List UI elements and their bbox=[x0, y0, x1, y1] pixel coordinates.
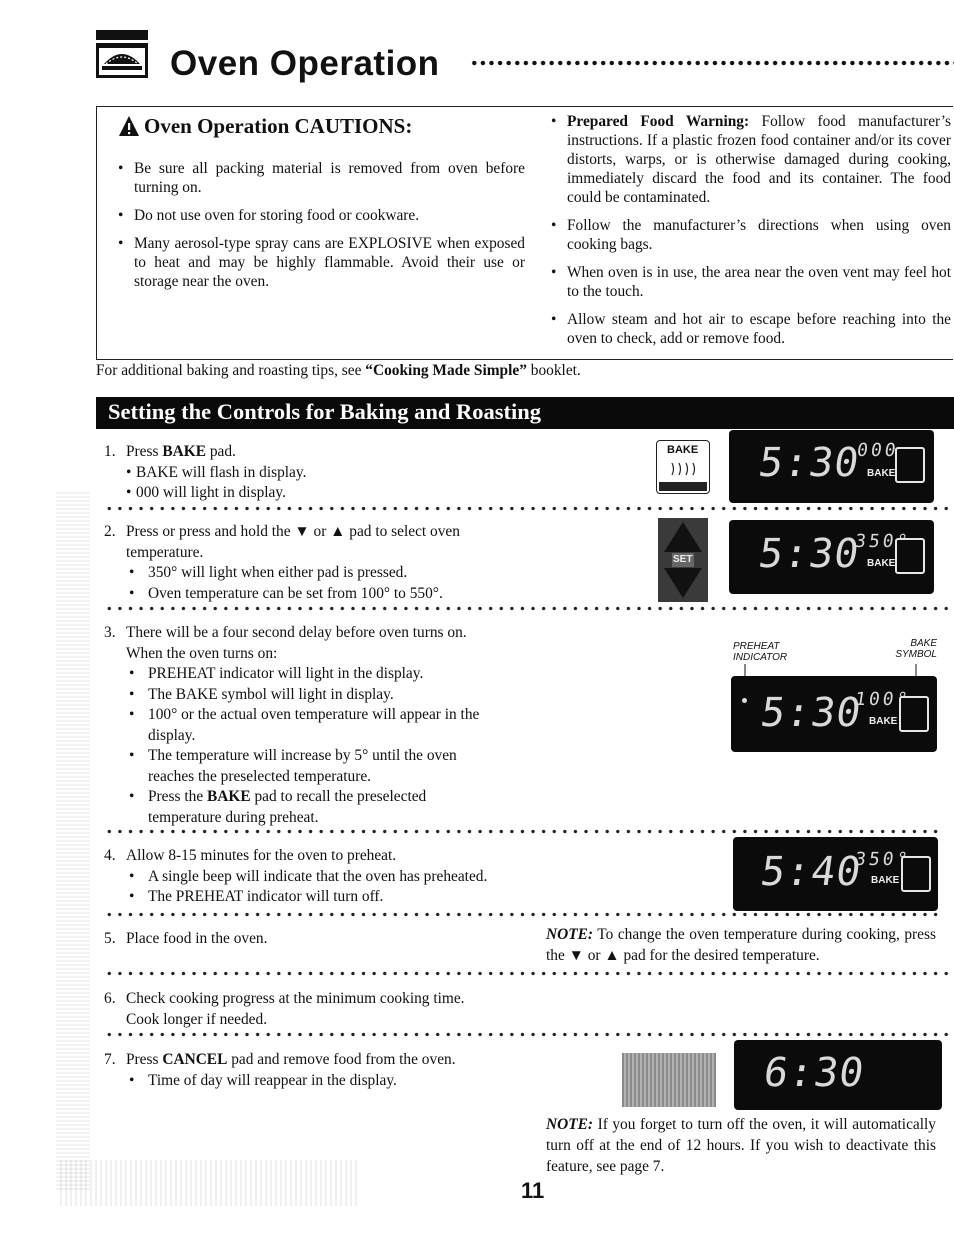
display-bake-label: BAKE bbox=[871, 875, 900, 886]
step-bold: CANCEL bbox=[162, 1051, 228, 1068]
caution-item-text: Follow food manufacturer’s instructions. If a plastic frozen food container and/or its cover distorts, warps, or is otherwise damaged during cooking, immediately discard the food and its container. The food could be contaminated. bbox=[567, 113, 951, 206]
step-text: There will be a four second delay before oven turns on. bbox=[126, 624, 467, 641]
caution-item: • Be sure all packing material is removed from oven before turning on. bbox=[118, 159, 525, 197]
step-separator bbox=[104, 506, 954, 511]
step-bold: BAKE bbox=[207, 788, 251, 805]
caution-title: Oven Operation CAUTIONS: bbox=[144, 114, 413, 138]
display-bake-label: BAKE bbox=[869, 716, 898, 727]
note-label: NOTE: bbox=[546, 926, 594, 943]
label-line: BAKE bbox=[910, 638, 937, 649]
tips-note bbox=[96, 362, 581, 380]
scan-artifact bbox=[56, 490, 90, 1190]
bake-symbol-label bbox=[893, 638, 937, 660]
display-time: 5:30 bbox=[757, 690, 865, 736]
step-subitem: • 000 will light in display. bbox=[126, 483, 624, 504]
step-text: temperature. bbox=[126, 543, 204, 561]
bake-pad-bar bbox=[659, 482, 707, 491]
step-2 bbox=[104, 522, 624, 604]
step-text: Check cooking progress at the minimum cooking time. bbox=[126, 990, 465, 1007]
preheat-indicator-label bbox=[733, 641, 787, 663]
display-temp: 100° bbox=[853, 689, 912, 710]
bake-symbol-icon bbox=[895, 447, 925, 483]
caution-item: • Do not use oven for storing food or cookware. bbox=[118, 206, 525, 225]
display-1 bbox=[729, 430, 934, 503]
warning-triangle-icon bbox=[118, 115, 140, 143]
caution-list-left bbox=[118, 159, 525, 300]
step-subitem: • 100° or the actual oven temperature will appear in the display. bbox=[126, 705, 498, 746]
step-subitem: • A single beep will indicate that the oven has preheated. bbox=[126, 867, 624, 888]
cancel-pad-icon bbox=[622, 1053, 716, 1107]
step-subitem: • The temperature will increase by 5° until the oven reaches the preselected temperature. bbox=[126, 746, 498, 787]
step-text: pad. bbox=[205, 443, 236, 460]
display-5 bbox=[734, 1040, 942, 1110]
step-subitem: • Time of day will reappear in the display. bbox=[126, 1071, 624, 1092]
display-time: 5:40 bbox=[757, 849, 865, 895]
note-text: To change the oven temperature during cooking, press the ▼ or ▲ pad for the desired temperature. bbox=[546, 926, 936, 964]
display-time: 5:30 bbox=[755, 531, 863, 577]
step-number: 6. bbox=[104, 990, 116, 1007]
step-separator bbox=[104, 1032, 950, 1037]
step-text: Press or press and hold the ▼ or ▲ pad to select oven bbox=[126, 523, 460, 540]
step-separator bbox=[104, 606, 954, 611]
caution-heading bbox=[118, 114, 412, 143]
page-number: 11 bbox=[521, 1178, 545, 1203]
caution-item bbox=[551, 263, 951, 301]
step-separator bbox=[104, 829, 944, 834]
step-number: 1. bbox=[104, 443, 116, 460]
note-change-temperature bbox=[546, 924, 936, 966]
note-auto-off bbox=[546, 1114, 936, 1177]
step-separator bbox=[104, 912, 944, 917]
label-line: PREHEAT bbox=[733, 641, 780, 652]
step-text: Cook longer if needed. bbox=[126, 1010, 268, 1028]
caution-item-bold: Prepared Food Warning: bbox=[567, 113, 750, 130]
step-subitem bbox=[126, 787, 488, 828]
caution-item-text: Allow steam and hot air to escape before reaching into the oven to check, add or remove food. bbox=[567, 311, 951, 347]
page-title: Oven Operation bbox=[170, 44, 440, 83]
step-text: Press bbox=[126, 1051, 163, 1068]
caution-item bbox=[551, 216, 951, 254]
bake-pad-label: BAKE bbox=[667, 444, 699, 456]
bake-pad-icon bbox=[656, 440, 710, 494]
step-text: Place food in the oven. bbox=[126, 930, 268, 947]
step-number: 7. bbox=[104, 1051, 116, 1068]
note-text: If you forget to turn off the oven, it will automatically turn off at the end of 12 hours. If you wish to deactivate this feature, see page 7. bbox=[546, 1116, 936, 1175]
step-number: 3. bbox=[104, 624, 116, 641]
step-subitem: • BAKE will flash in display. bbox=[126, 463, 624, 484]
title-leader-dots bbox=[470, 60, 954, 66]
step-text: Press the bbox=[148, 788, 207, 805]
step-5 bbox=[104, 929, 504, 950]
step-subitem: • PREHEAT indicator will light in the display. bbox=[126, 664, 524, 685]
display-temp: 000 bbox=[855, 440, 900, 461]
caution-item bbox=[551, 112, 951, 207]
bake-symbol-icon bbox=[895, 538, 925, 574]
step-text: Press bbox=[126, 443, 163, 460]
set-label: SET bbox=[673, 554, 693, 565]
display-bake-label: BAKE bbox=[867, 558, 896, 569]
bake-symbol-icon bbox=[901, 856, 931, 892]
display-2 bbox=[729, 520, 934, 594]
section-title: Setting the Controls for Baking and Roasting bbox=[108, 399, 541, 424]
step-3 bbox=[104, 623, 524, 828]
display-temp: 350° bbox=[853, 849, 912, 870]
step-subitem: • Oven temperature can be set from 100° to 550°. bbox=[126, 584, 624, 605]
caution-item: • Many aerosol-type spray cans are EXPLOSIVE when exposed to heat and may be highly flammable. Avoid their use or storage near the oven. bbox=[118, 234, 525, 291]
section-banner bbox=[96, 397, 954, 429]
display-3 bbox=[731, 676, 937, 752]
step-7 bbox=[104, 1050, 624, 1091]
step-number: 2. bbox=[104, 523, 116, 540]
step-subitem: • The BAKE symbol will light in display. bbox=[126, 685, 524, 706]
display-temp: 350° bbox=[853, 531, 912, 552]
step-separator bbox=[104, 971, 950, 976]
tips-note-suffix: booklet. bbox=[526, 362, 581, 379]
step-bold: BAKE bbox=[162, 443, 206, 460]
tips-booklet-name: “Cooking Made Simple” bbox=[365, 362, 527, 379]
step-6 bbox=[104, 989, 624, 1030]
step-number: 5. bbox=[104, 930, 116, 947]
step-text: pad to recall the preselected temperature during preheat. bbox=[148, 788, 427, 826]
oven-pie-icon bbox=[96, 30, 148, 78]
scan-artifact-bottom bbox=[60, 1160, 360, 1206]
caution-item-text: Follow the manufacturer’s directions when using oven cooking bags. bbox=[567, 217, 951, 253]
display-time: 6:30 bbox=[760, 1050, 868, 1096]
label-line: INDICATOR bbox=[733, 652, 788, 663]
step-text: pad and remove food from the oven. bbox=[227, 1051, 456, 1068]
preheat-indicator-dot bbox=[742, 698, 747, 703]
caution-list-right bbox=[551, 112, 951, 357]
up-down-arrow-pad-icon bbox=[658, 518, 708, 602]
bake-symbol-icon bbox=[899, 696, 929, 732]
caution-item-text: When oven is in use, the area near the oven vent may feel hot to the touch. bbox=[567, 264, 951, 300]
display-4 bbox=[733, 837, 938, 911]
step-1 bbox=[104, 442, 624, 504]
step-4 bbox=[104, 846, 624, 908]
step-text: Allow 8-15 minutes for the oven to preheat. bbox=[126, 847, 397, 864]
caution-item bbox=[551, 310, 951, 348]
label-line: SYMBOL bbox=[895, 649, 937, 660]
step-subitem: • 350° will light when either pad is pressed. bbox=[126, 563, 624, 584]
step-text: When the oven turns on: bbox=[126, 644, 278, 662]
note-label: NOTE: bbox=[546, 1116, 594, 1133]
display-bake-label: BAKE bbox=[867, 468, 896, 479]
step-subitem: • The PREHEAT indicator will turn off. bbox=[126, 887, 624, 908]
display-time: 5:30 bbox=[755, 440, 863, 486]
step-number: 4. bbox=[104, 847, 116, 864]
tips-note-prefix: For additional baking and roasting tips, see bbox=[96, 362, 366, 379]
